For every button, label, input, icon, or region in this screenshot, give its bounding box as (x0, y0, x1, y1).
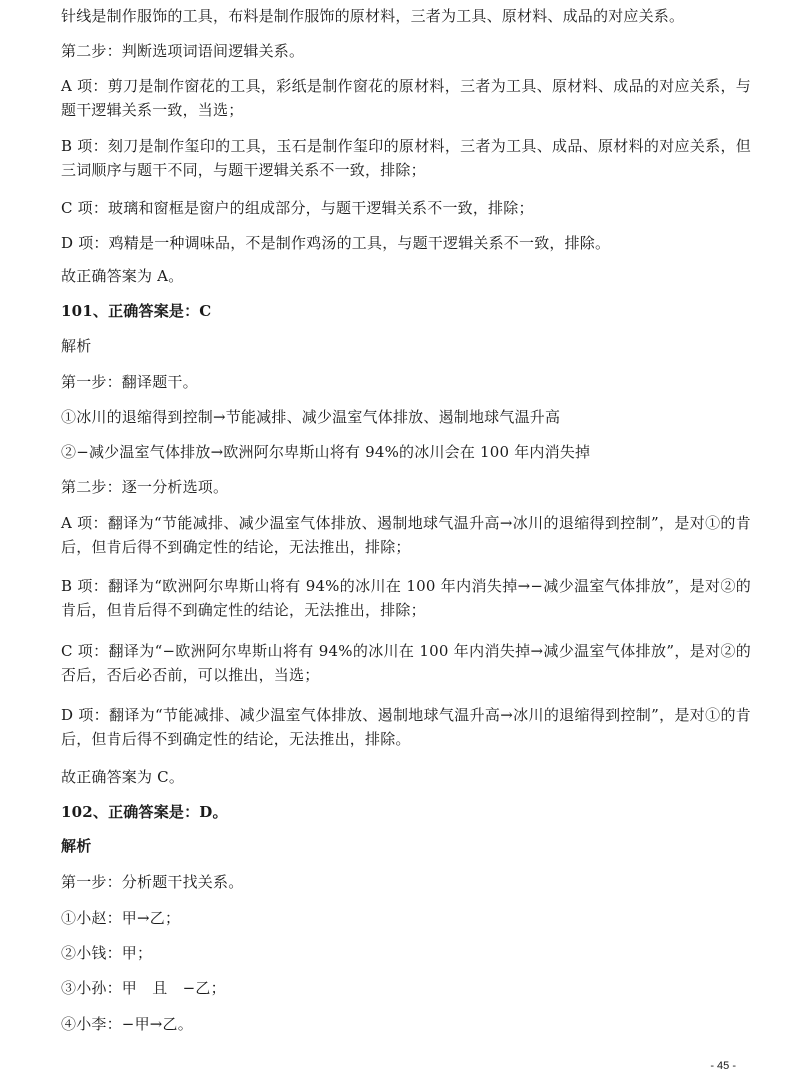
text-line: 第二步：逐一分析选项。 (61, 478, 229, 496)
text-line: ②−减少温室气体排放→欧洲阿尔卑斯山将有 94%的冰川会在 100 年内消失掉 (61, 443, 591, 461)
text-line: D 项：鸡精是一种调味品，不是制作鸡汤的工具，与题干逻辑关系不一致，排除。 (61, 234, 611, 252)
text-line: 故正确答案为 C。 (61, 768, 185, 786)
section-label: 解析 (61, 837, 92, 855)
text-line: B 项：刻刀是制作玺印的工具，玉石是制作玺印的原材料，三者为工具、成品、原材料的对应关系，但三词顺序与题干不同，与题干逻辑关系不一致，排除； (61, 137, 751, 179)
text-line: ①冰川的退缩得到控制→节能减排、减少温室气体排放、遏制地球气温升高 (61, 408, 561, 426)
text-line: ②小钱：甲； (61, 944, 153, 962)
text-line: C 项：玻璃和窗框是窗户的组成部分，与题干逻辑关系不一致，排除； (61, 199, 534, 217)
answer-heading: 101、正确答案是：C (61, 302, 212, 320)
text-line: A 项：剪刀是制作窗花的工具，彩纸是制作窗花的原材料，三者为工具、原材料、成品的对应关系，与题干逻辑关系一致，当选； (61, 77, 751, 119)
text-line: 故正确答案为 A。 (61, 267, 184, 285)
text-line: D 项：翻译为“节能减排、减少温室气体排放、遏制地球气温升高→冰川的退缩得到控制”，是对①的肯后，但肯后得不到确定性的结论，无法推出，排除。 (61, 706, 751, 748)
section-label: 解析 (61, 337, 92, 355)
text-line: 针线是制作服饰的工具，布料是制作服饰的原材料，三者为工具、原材料、成品的对应关系。 (61, 7, 685, 25)
text-line: ④小李：−甲→乙。 (61, 1015, 193, 1033)
text-line: C 项：翻译为“−欧洲阿尔卑斯山将有 94%的冰川在 100 年内消失掉→减少温室气体排放”，是对②的否后，否后必否前，可以推出，当选； (61, 642, 751, 684)
text-line: 第二步：判断选项词语间逻辑关系。 (61, 42, 305, 60)
answer-heading: 102、正确答案是：D。 (61, 803, 228, 821)
page-number: - 45 - (710, 1060, 736, 1072)
text-line: B 项：翻译为“欧洲阿尔卑斯山将有 94%的冰川在 100 年内消失掉→−减少温室气体排放”，是对②的肯后，但肯后得不到确定性的结论，无法推出，排除； (61, 577, 751, 619)
text-line: 第一步：分析题干找关系。 (61, 873, 244, 891)
text-line: A 项：翻译为“节能减排、减少温室气体排放、遏制地球气温升高→冰川的退缩得到控制”，是对①的肯后，但肯后得不到确定性的结论，无法推出，排除； (61, 514, 751, 556)
text-line: ③小孙：甲 且 −乙； (61, 979, 226, 997)
text-line: 第一步：翻译题干。 (61, 373, 198, 391)
text-line: ①小赵：甲→乙； (61, 909, 181, 927)
